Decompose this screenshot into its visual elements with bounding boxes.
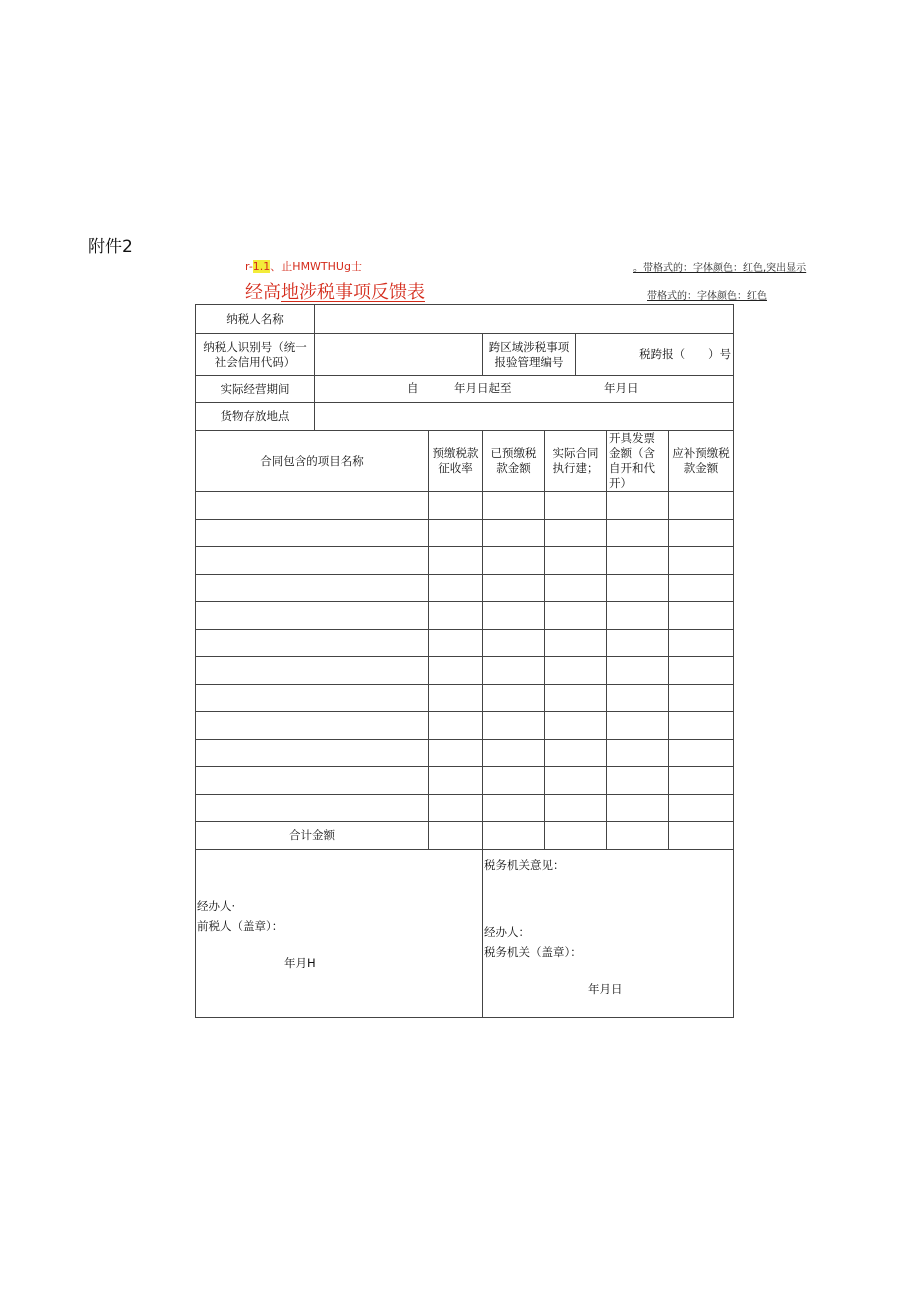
table-cell[interactable] bbox=[545, 684, 607, 712]
table-row bbox=[196, 602, 734, 630]
taxpayer-seal-label: 前税人（盖章）： bbox=[197, 919, 284, 933]
table-cell[interactable] bbox=[429, 547, 483, 575]
table-cell[interactable] bbox=[196, 602, 429, 630]
authority-handler-label: 经办人： bbox=[484, 925, 530, 939]
table-cell[interactable] bbox=[429, 739, 483, 767]
table-cell[interactable] bbox=[483, 684, 545, 712]
row-signatures bbox=[196, 850, 734, 1018]
attachment-label: 附件2 bbox=[88, 237, 133, 257]
total-label: 合计金额 bbox=[196, 822, 429, 850]
table-cell[interactable] bbox=[607, 712, 669, 740]
table-cell[interactable] bbox=[607, 492, 669, 520]
table-cell[interactable] bbox=[669, 602, 734, 630]
table-cell[interactable] bbox=[196, 739, 429, 767]
period-from: 自 bbox=[407, 381, 419, 395]
period-field[interactable] bbox=[315, 376, 734, 403]
row-period bbox=[196, 376, 734, 403]
table-cell[interactable] bbox=[483, 519, 545, 547]
table-cell[interactable] bbox=[196, 519, 429, 547]
table-cell[interactable] bbox=[483, 629, 545, 657]
table-cell[interactable] bbox=[545, 547, 607, 575]
table-cell[interactable] bbox=[196, 794, 429, 822]
format-comment-2: 带格式的：字体颜色：红色 bbox=[647, 291, 767, 302]
blank-rows bbox=[196, 492, 734, 822]
table-cell[interactable] bbox=[483, 657, 545, 685]
feedback-form-table bbox=[195, 304, 734, 1018]
form-title bbox=[245, 278, 425, 304]
row-taxpayer-name bbox=[196, 305, 734, 334]
storage-field[interactable] bbox=[315, 403, 734, 431]
table-row bbox=[196, 767, 734, 795]
cross-region-number-field[interactable]: 税跨报（ ）号 bbox=[576, 334, 734, 376]
row-storage bbox=[196, 403, 734, 431]
table-cell[interactable] bbox=[669, 712, 734, 740]
cross-region-label: 跨区域涉税事项报验管理编号 bbox=[483, 334, 576, 376]
table-cell[interactable] bbox=[196, 657, 429, 685]
table-row bbox=[196, 794, 734, 822]
table-cell[interactable] bbox=[669, 547, 734, 575]
table-cell[interactable] bbox=[607, 739, 669, 767]
table-cell[interactable] bbox=[669, 657, 734, 685]
table-cell[interactable] bbox=[545, 657, 607, 685]
table-cell[interactable] bbox=[545, 767, 607, 795]
red-note-suffix: 、止HMWTHUg士 bbox=[270, 260, 362, 273]
period-start: 年月日起至 bbox=[454, 381, 512, 395]
table-cell[interactable] bbox=[607, 629, 669, 657]
table-cell[interactable] bbox=[545, 519, 607, 547]
table-cell[interactable] bbox=[483, 794, 545, 822]
table-row bbox=[196, 574, 734, 602]
authority-date-label: 年月日 bbox=[588, 982, 623, 996]
table-cell[interactable] bbox=[545, 492, 607, 520]
col-header-invoice: 开具发票金额（含自开和代开） bbox=[607, 431, 669, 492]
table-cell[interactable] bbox=[196, 574, 429, 602]
table-row bbox=[196, 519, 734, 547]
table-cell[interactable] bbox=[669, 739, 734, 767]
table-cell[interactable] bbox=[429, 794, 483, 822]
authority-seal-label: 税务机关（盖章）： bbox=[484, 945, 582, 959]
table-cell[interactable] bbox=[483, 602, 545, 630]
table-cell[interactable] bbox=[669, 629, 734, 657]
total-cell[interactable] bbox=[669, 822, 734, 850]
table-row bbox=[196, 684, 734, 712]
table-cell[interactable] bbox=[607, 574, 669, 602]
table-row bbox=[196, 739, 734, 767]
table-cell[interactable] bbox=[429, 602, 483, 630]
red-note-prefix: r- bbox=[245, 260, 253, 273]
table-cell[interactable] bbox=[607, 767, 669, 795]
storage-label: 货物存放地点 bbox=[196, 403, 315, 431]
table-cell[interactable] bbox=[545, 712, 607, 740]
col-header-rate: 预缴税款征收率 bbox=[429, 431, 483, 492]
table-cell[interactable] bbox=[607, 794, 669, 822]
authority-signature-block bbox=[483, 850, 734, 1018]
table-cell[interactable] bbox=[669, 519, 734, 547]
table-cell[interactable] bbox=[196, 547, 429, 575]
col-header-prepaid: 已预缴税款金额 bbox=[483, 431, 545, 492]
taxpayer-id-label: 纳税人识别号（统一社会信用代码） bbox=[196, 334, 315, 376]
title-plain: 经高 bbox=[245, 282, 281, 303]
table-cell[interactable] bbox=[196, 767, 429, 795]
period-label: 实际经营期间 bbox=[196, 376, 315, 403]
table-row bbox=[196, 712, 734, 740]
table-cell[interactable] bbox=[196, 629, 429, 657]
table-cell[interactable] bbox=[545, 602, 607, 630]
table-cell[interactable] bbox=[545, 574, 607, 602]
table-cell[interactable] bbox=[669, 767, 734, 795]
table-cell[interactable] bbox=[669, 492, 734, 520]
col-header-supplement: 应补预缴税款金额 bbox=[669, 431, 734, 492]
taxpayer-id-field[interactable] bbox=[315, 334, 483, 376]
table-row bbox=[196, 547, 734, 575]
table-cell[interactable] bbox=[483, 547, 545, 575]
taxpayer-handler-label: 经办人· bbox=[197, 899, 236, 913]
row-total bbox=[196, 822, 734, 850]
table-cell[interactable] bbox=[669, 684, 734, 712]
total-cell[interactable] bbox=[545, 822, 607, 850]
table-cell[interactable] bbox=[607, 657, 669, 685]
taxpayer-date-label: 年月H bbox=[284, 956, 316, 970]
taxpayer-name-label: 纳税人名称 bbox=[196, 305, 315, 334]
table-cell[interactable] bbox=[483, 739, 545, 767]
table-cell[interactable] bbox=[483, 712, 545, 740]
table-cell[interactable] bbox=[483, 492, 545, 520]
table-row bbox=[196, 657, 734, 685]
red-note-highlight: 1.1 bbox=[252, 260, 271, 273]
table-cell[interactable] bbox=[429, 574, 483, 602]
period-end: 年月日 bbox=[604, 381, 639, 395]
total-cell[interactable] bbox=[607, 822, 669, 850]
table-cell[interactable] bbox=[196, 684, 429, 712]
table-cell[interactable] bbox=[196, 492, 429, 520]
col-header-actual: 实际合同执行建； bbox=[545, 431, 607, 492]
table-cell[interactable] bbox=[545, 739, 607, 767]
table-cell[interactable] bbox=[483, 574, 545, 602]
table-row bbox=[196, 629, 734, 657]
table-cell[interactable] bbox=[429, 767, 483, 795]
red-tracked-note bbox=[245, 258, 362, 274]
table-cell[interactable] bbox=[429, 519, 483, 547]
table-cell[interactable] bbox=[429, 657, 483, 685]
table-cell[interactable] bbox=[607, 684, 669, 712]
table-cell[interactable] bbox=[607, 547, 669, 575]
row-column-headers bbox=[196, 431, 734, 492]
table-cell[interactable] bbox=[545, 794, 607, 822]
table-cell[interactable] bbox=[429, 684, 483, 712]
authority-opinion-label: 税务机关意见： bbox=[484, 858, 565, 872]
col-header-project: 合同包含的项目名称 bbox=[196, 431, 429, 492]
taxpayer-name-field[interactable] bbox=[315, 305, 734, 334]
table-cell[interactable] bbox=[483, 767, 545, 795]
table-cell[interactable] bbox=[669, 574, 734, 602]
taxpayer-signature-block bbox=[196, 850, 483, 1018]
table-cell[interactable] bbox=[429, 492, 483, 520]
table-cell[interactable] bbox=[196, 712, 429, 740]
table-row bbox=[196, 492, 734, 520]
title-underlined: 地涉税事项反馈表 bbox=[281, 282, 425, 303]
row-taxpayer-id bbox=[196, 334, 734, 376]
total-cell[interactable] bbox=[483, 822, 545, 850]
format-comment-1: 。带格式的：字体颜色：红色,突出显示 bbox=[633, 263, 807, 274]
table-cell[interactable] bbox=[607, 519, 669, 547]
table-cell[interactable] bbox=[607, 602, 669, 630]
table-cell[interactable] bbox=[545, 629, 607, 657]
table-cell[interactable] bbox=[429, 629, 483, 657]
table-cell[interactable] bbox=[429, 712, 483, 740]
total-cell[interactable] bbox=[429, 822, 483, 850]
table-cell[interactable] bbox=[669, 794, 734, 822]
